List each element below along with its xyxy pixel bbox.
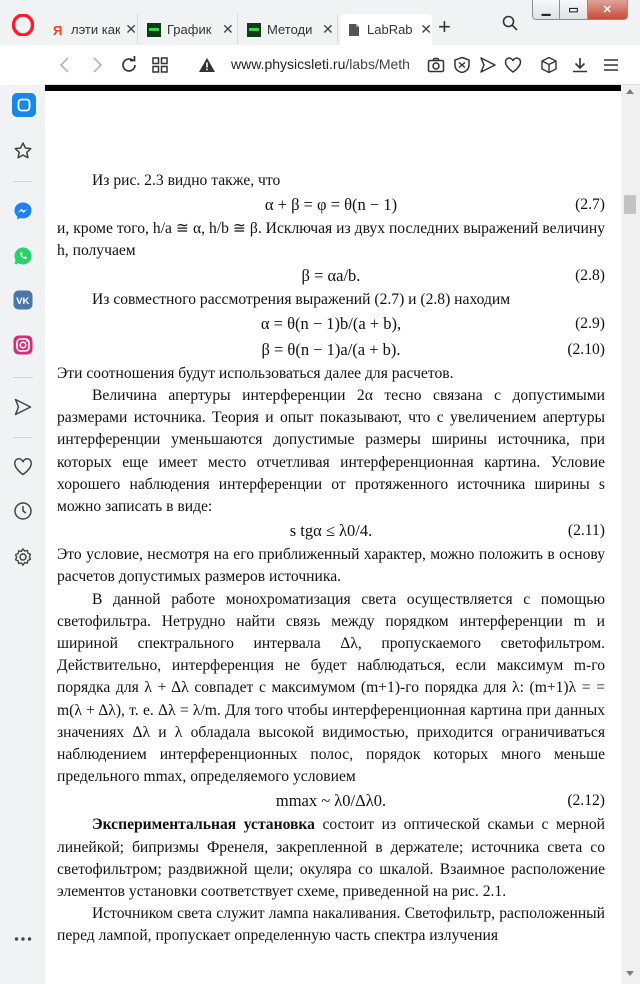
reload-icon[interactable]: [120, 56, 138, 74]
yandex-icon: [51, 23, 65, 37]
equation-2-8: [57, 263, 605, 289]
tab-bar: [0, 0, 640, 45]
new-tab-button[interactable]: +: [438, 14, 451, 39]
paragraph: Величина апертуры интерференции 2α тесно связана с допустимыми размерами источника. Теория и опыт показывают, что с увеличением апертуры интерференции уменьшаются допустимые размеры ширины источника, при которых еще имеет место отчетливая интерференционная картина. Условие хорошего наблюдения интерференции от протяженного источника ширины s можно записать в виде:: [57, 387, 605, 516]
messenger-button[interactable]: [13, 201, 33, 221]
tab-title: LabRab: [367, 22, 413, 37]
tab-title: Методи: [267, 22, 313, 37]
paragraph: Из рис. 2.3 видно также, что: [92, 172, 281, 189]
window-controls: [532, 0, 628, 20]
back-icon[interactable]: [57, 56, 73, 74]
paragraph: Эти соотношения будут использоваться далее для расчетов.: [57, 364, 454, 382]
menu-icon[interactable]: [602, 56, 620, 74]
equation-formula: mmax ~ λ0/Δλ0.: [275, 791, 387, 811]
equation-number: (2.9): [575, 314, 605, 332]
bookmarks-button[interactable]: [13, 141, 33, 161]
lab-icon: [247, 23, 261, 37]
extensions-cube-icon[interactable]: [540, 56, 558, 74]
tab-graph[interactable]: [140, 14, 238, 45]
address-bar: [45, 45, 640, 85]
equation-number: (2.11): [567, 522, 605, 540]
paragraph: [57, 814, 605, 903]
speed-dial-icon[interactable]: [151, 56, 169, 74]
paragraph: Из совместного рассмотрения выражений (2.7) и (2.8) находим: [92, 290, 511, 308]
svg-text:Я: Я: [53, 22, 63, 37]
equation-number: (2.8): [575, 266, 605, 284]
equation-formula: β = θ(n − 1)a/(a + b).: [261, 339, 401, 359]
gear-icon: [13, 547, 33, 567]
adblock-icon[interactable]: [453, 56, 471, 74]
tab-title: График: [167, 22, 212, 37]
paragraph: Это условие, несмотря на его приближенный характер, можно положить в основу расчетов допустимых размеров источника.: [57, 546, 605, 586]
lab-icon: [147, 23, 161, 37]
heart-icon: [13, 457, 33, 477]
home-icon: [16, 97, 32, 113]
equation-formula: s tgα ≤ λ0/4.: [289, 521, 373, 541]
equation-2-11: [57, 518, 605, 544]
equation-2-7: [57, 192, 605, 218]
heart-icon[interactable]: [504, 56, 522, 74]
tab-yandex[interactable]: [44, 14, 138, 45]
whatsapp-button[interactable]: [13, 246, 33, 266]
equation-2-12: [57, 788, 605, 814]
vk-button[interactable]: [13, 290, 33, 310]
paragraph: и, кроме того, h/a ≅ α, h/b ≅ β. Исключая из двух последних выражений величину h, получаем: [57, 220, 605, 260]
close-tab-icon[interactable]: ✕: [322, 21, 334, 37]
send-icon: [13, 397, 33, 417]
instagram-icon: [13, 335, 33, 355]
settings-button[interactable]: [13, 547, 33, 567]
document-text: [57, 170, 605, 948]
equation-formula: β = αa/b.: [301, 265, 361, 285]
scroll-up-arrow-icon[interactable]: [626, 89, 634, 94]
tab-method[interactable]: [240, 14, 338, 45]
paragraph: Источником света служит лампа накаливания. Светофильтр, расположенный перед лампой, пропускает определенную часть спектра излучения: [57, 905, 605, 945]
equation-2-9: [57, 311, 605, 337]
tab-labrab[interactable]: [340, 14, 432, 45]
paragraph-text: состоит из оптической скамьи с мерной линейкой; бипризмы Френеля, закрепленной в держателе; источника света со светофильтром; раздвижной щели; окуляра со шкалой. Взаимное расположение элементов установки соответствует схеме, приведенной на рис. 2.1.: [57, 816, 605, 901]
close-tab-icon[interactable]: ✕: [125, 21, 137, 37]
forward-icon[interactable]: [89, 56, 105, 74]
star-icon: [13, 141, 33, 161]
sidebar-divider: [13, 377, 33, 378]
vertical-scrollbar[interactable]: [621, 85, 640, 984]
tab-search-icon[interactable]: [502, 15, 518, 31]
sidebar-divider: [13, 181, 33, 182]
sidebar-divider: [13, 437, 33, 438]
messenger-icon: [13, 201, 33, 221]
sidebar: [0, 85, 45, 984]
camera-icon[interactable]: [427, 56, 445, 74]
history-button[interactable]: [13, 501, 33, 521]
more-button[interactable]: [13, 929, 33, 949]
send-icon[interactable]: [479, 56, 497, 74]
page-content: [45, 85, 621, 984]
close-tab-icon[interactable]: ✕: [420, 21, 432, 37]
instagram-button[interactable]: [13, 335, 33, 355]
equation-number: (2.10): [567, 340, 605, 358]
document-icon: [347, 23, 361, 37]
equation-number: (2.12): [567, 792, 605, 810]
svg-text:VK: VK: [16, 296, 30, 307]
page-top-rule: [45, 85, 621, 91]
minimize-button[interactable]: ▁: [533, 0, 560, 19]
scroll-down-arrow-icon[interactable]: [626, 971, 634, 976]
warning-icon[interactable]: [198, 56, 216, 74]
tab-title: лэти как: [71, 22, 121, 37]
home-button[interactable]: [12, 93, 36, 117]
clock-icon: [13, 501, 33, 521]
download-icon[interactable]: [571, 56, 589, 74]
flow-button[interactable]: [13, 397, 33, 417]
scrollbar-thumb[interactable]: [624, 195, 636, 214]
opera-logo-icon[interactable]: [12, 14, 34, 36]
equation-formula: α = θ(n − 1)b/(a + b),: [260, 313, 402, 333]
paragraph: В данной работе монохроматизация света осуществляется с помощью светофильтра. Нетрудно найти связь между порядком интерференции m и шириной спектрального интервала Δλ, пропускаемого светофильтром. Действительно, интерференция не будет наблюдаться, если максимум m-го порядка для λ + Δλ совпадет с максимумом (m+1)-го порядка для λ: (m+1)λ = = m(λ + Δλ), т. е. Δλ = λ/m. Для того чтобы интерференционная картина при данных значениях Δλ и λ обладала высокой видимостью, приходится ограничиваться наблюдением интерференционных полос, порядок которых много меньше предельного mmax, определяемого условием: [57, 590, 605, 786]
equation-number: (2.7): [575, 196, 605, 214]
equation-formula: α + β = φ = θ(n − 1): [264, 195, 398, 215]
personal-news-button[interactable]: [13, 457, 33, 477]
bold-heading: Экспериментальная установка: [92, 816, 315, 834]
close-window-button[interactable]: ✕: [588, 0, 627, 19]
vk-icon: [13, 290, 33, 310]
url-host: www.physicsleti.ru: [231, 56, 346, 72]
equation-2-10: [57, 337, 605, 363]
whatsapp-icon: [13, 246, 33, 266]
more-dots-icon: [13, 929, 33, 949]
url-path: /labs/Meth: [345, 56, 410, 72]
close-tab-icon[interactable]: ✕: [222, 21, 234, 37]
maximize-button[interactable]: ▭: [560, 0, 587, 19]
